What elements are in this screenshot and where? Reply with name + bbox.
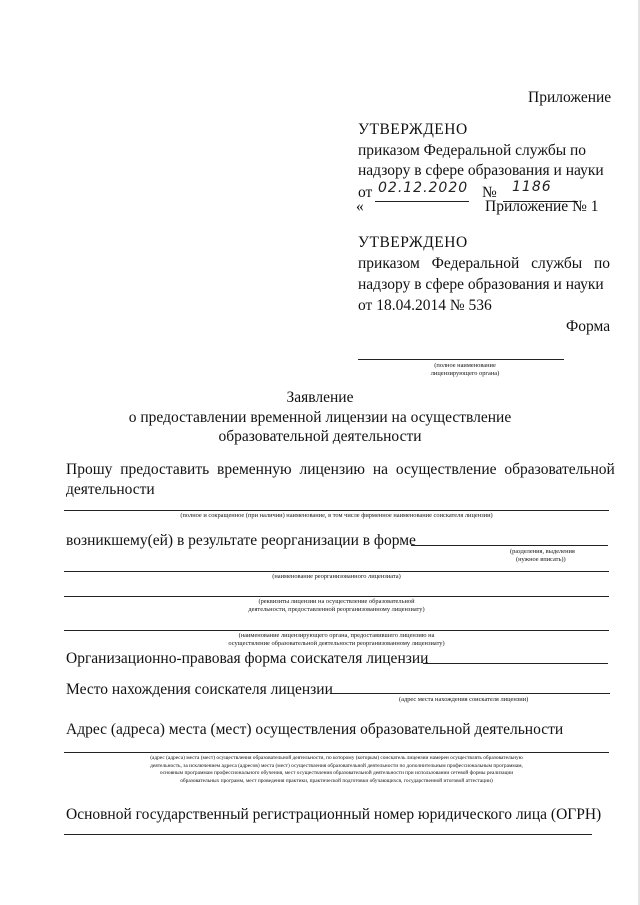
title-line2: о предоставлении временной лицензии на осуществление xyxy=(128,409,512,426)
address-caption-line2: деятельность, за исключением адреса (адресов) места (мест) осуществления образовательной деятельности по дополнительным профессиональным программам, xyxy=(150,762,523,769)
address-underline xyxy=(64,752,609,753)
order-2-line3: от 18.04.2014 № 536 xyxy=(358,297,492,314)
form-label: Форма xyxy=(566,318,611,335)
order-2-line1: приказом Федеральной службы по xyxy=(358,255,611,272)
order-2-line2: надзору в сфере образования и науки xyxy=(358,276,604,293)
reorg-caption xyxy=(510,548,575,564)
request-line2: деятельности xyxy=(66,481,155,498)
requisites-caption-line2: деятельности, предоставленной реорганизованному лицензиату) xyxy=(248,606,425,613)
order-1-from: от xyxy=(358,184,373,201)
order-1-date-handwritten: 02.12.2020 xyxy=(378,180,469,196)
appendix-label: Приложение xyxy=(528,89,612,106)
authority-caption-line2: лицензирующего органа) xyxy=(430,370,500,377)
order-1-line1-text: приказом Федеральной службы по xyxy=(358,142,587,159)
reorganized-name-underline xyxy=(64,571,609,572)
authority-caption xyxy=(400,362,530,378)
reorg-caption-line2: (нужное вписать)) xyxy=(516,556,566,563)
order-1-number-sign: № xyxy=(482,184,497,201)
authority2-caption-line2: осуществление образовательной деятельности реорганизованному лицензиату) xyxy=(228,640,445,647)
ogrn-underline xyxy=(64,834,592,835)
authority-caption-line1: (полное наименование xyxy=(434,362,496,369)
request-line1: Прошу предоставить временную лицензию на осуществление образовательной xyxy=(66,461,615,478)
address-caption-line3: основным программам профессионального обучения, мест осуществления образовательной деятельности при использовании сетевой формы реализации xyxy=(159,770,514,776)
approved-heading-2: УТВЕРЖДЕНО xyxy=(358,234,468,251)
legal-form-underline xyxy=(423,663,608,664)
order-1-number-handwritten: 1186 xyxy=(512,179,552,195)
order-1-line1 xyxy=(358,142,608,160)
requisites-underline xyxy=(64,596,609,597)
title-line1: Заявление xyxy=(286,389,354,406)
reorg-form-underline xyxy=(411,545,608,546)
legal-form-label: Организационно-правовая форма соискателя лицензии xyxy=(66,650,429,667)
location-label: Место нахождения соискателя лицензии xyxy=(66,681,333,698)
order-1-date-underline xyxy=(375,201,469,202)
location-underline xyxy=(330,693,610,694)
appendix-1-label: Приложение № 1 xyxy=(485,198,599,215)
address-caption-line1: (адрес (адреса) места (мест) осуществления образовательной деятельности, по которому (которым) соискатель лицензии намерен осуществлять образовательную xyxy=(150,755,523,761)
reorg-label: возникшему(ей) в результате реорганизации в форме xyxy=(66,532,416,549)
title-line3: образовательной деятельности xyxy=(218,428,422,445)
address-label: Адрес (адреса) места (мест) осуществления образовательной деятельности xyxy=(66,721,564,738)
address-caption xyxy=(64,755,609,785)
applicant-name-underline xyxy=(64,510,609,511)
reorg-caption-line1: (разделения, выделения xyxy=(510,548,575,555)
authority2-caption-line1: (наименование лицензирующего органа, предоставившего лицензию на xyxy=(238,632,435,639)
order-1-line2: надзору в сфере образования и науки xyxy=(358,162,604,179)
authority2-underline xyxy=(64,630,609,631)
applicant-caption: (полное и сокращенное (при наличии) наименование, в том числе фирменное наименование соискателя лицензии) xyxy=(180,512,493,519)
approved-heading-1: УТВЕРЖДЕНО xyxy=(358,121,468,138)
ogrn-label: Основной государственный регистрационный номер юридического лица (ОГРН) xyxy=(66,806,602,823)
authority-underline xyxy=(358,359,564,360)
reorganized-caption: (наименование реорганизованного лицензиата) xyxy=(272,573,401,580)
requisites-caption-line1: (реквизиты лицензии на осуществление образовательной xyxy=(258,598,415,605)
authority2-caption xyxy=(64,632,609,648)
requisites-caption xyxy=(64,598,609,614)
address-caption-line4: образовательных программ, мест проведения практики, практической подготовки обучающихся, государственной итоговой аттестации) xyxy=(180,777,493,784)
location-caption: (адрес места нахождения соискателя лицензии) xyxy=(399,696,529,703)
quote-mark: « xyxy=(356,198,364,215)
